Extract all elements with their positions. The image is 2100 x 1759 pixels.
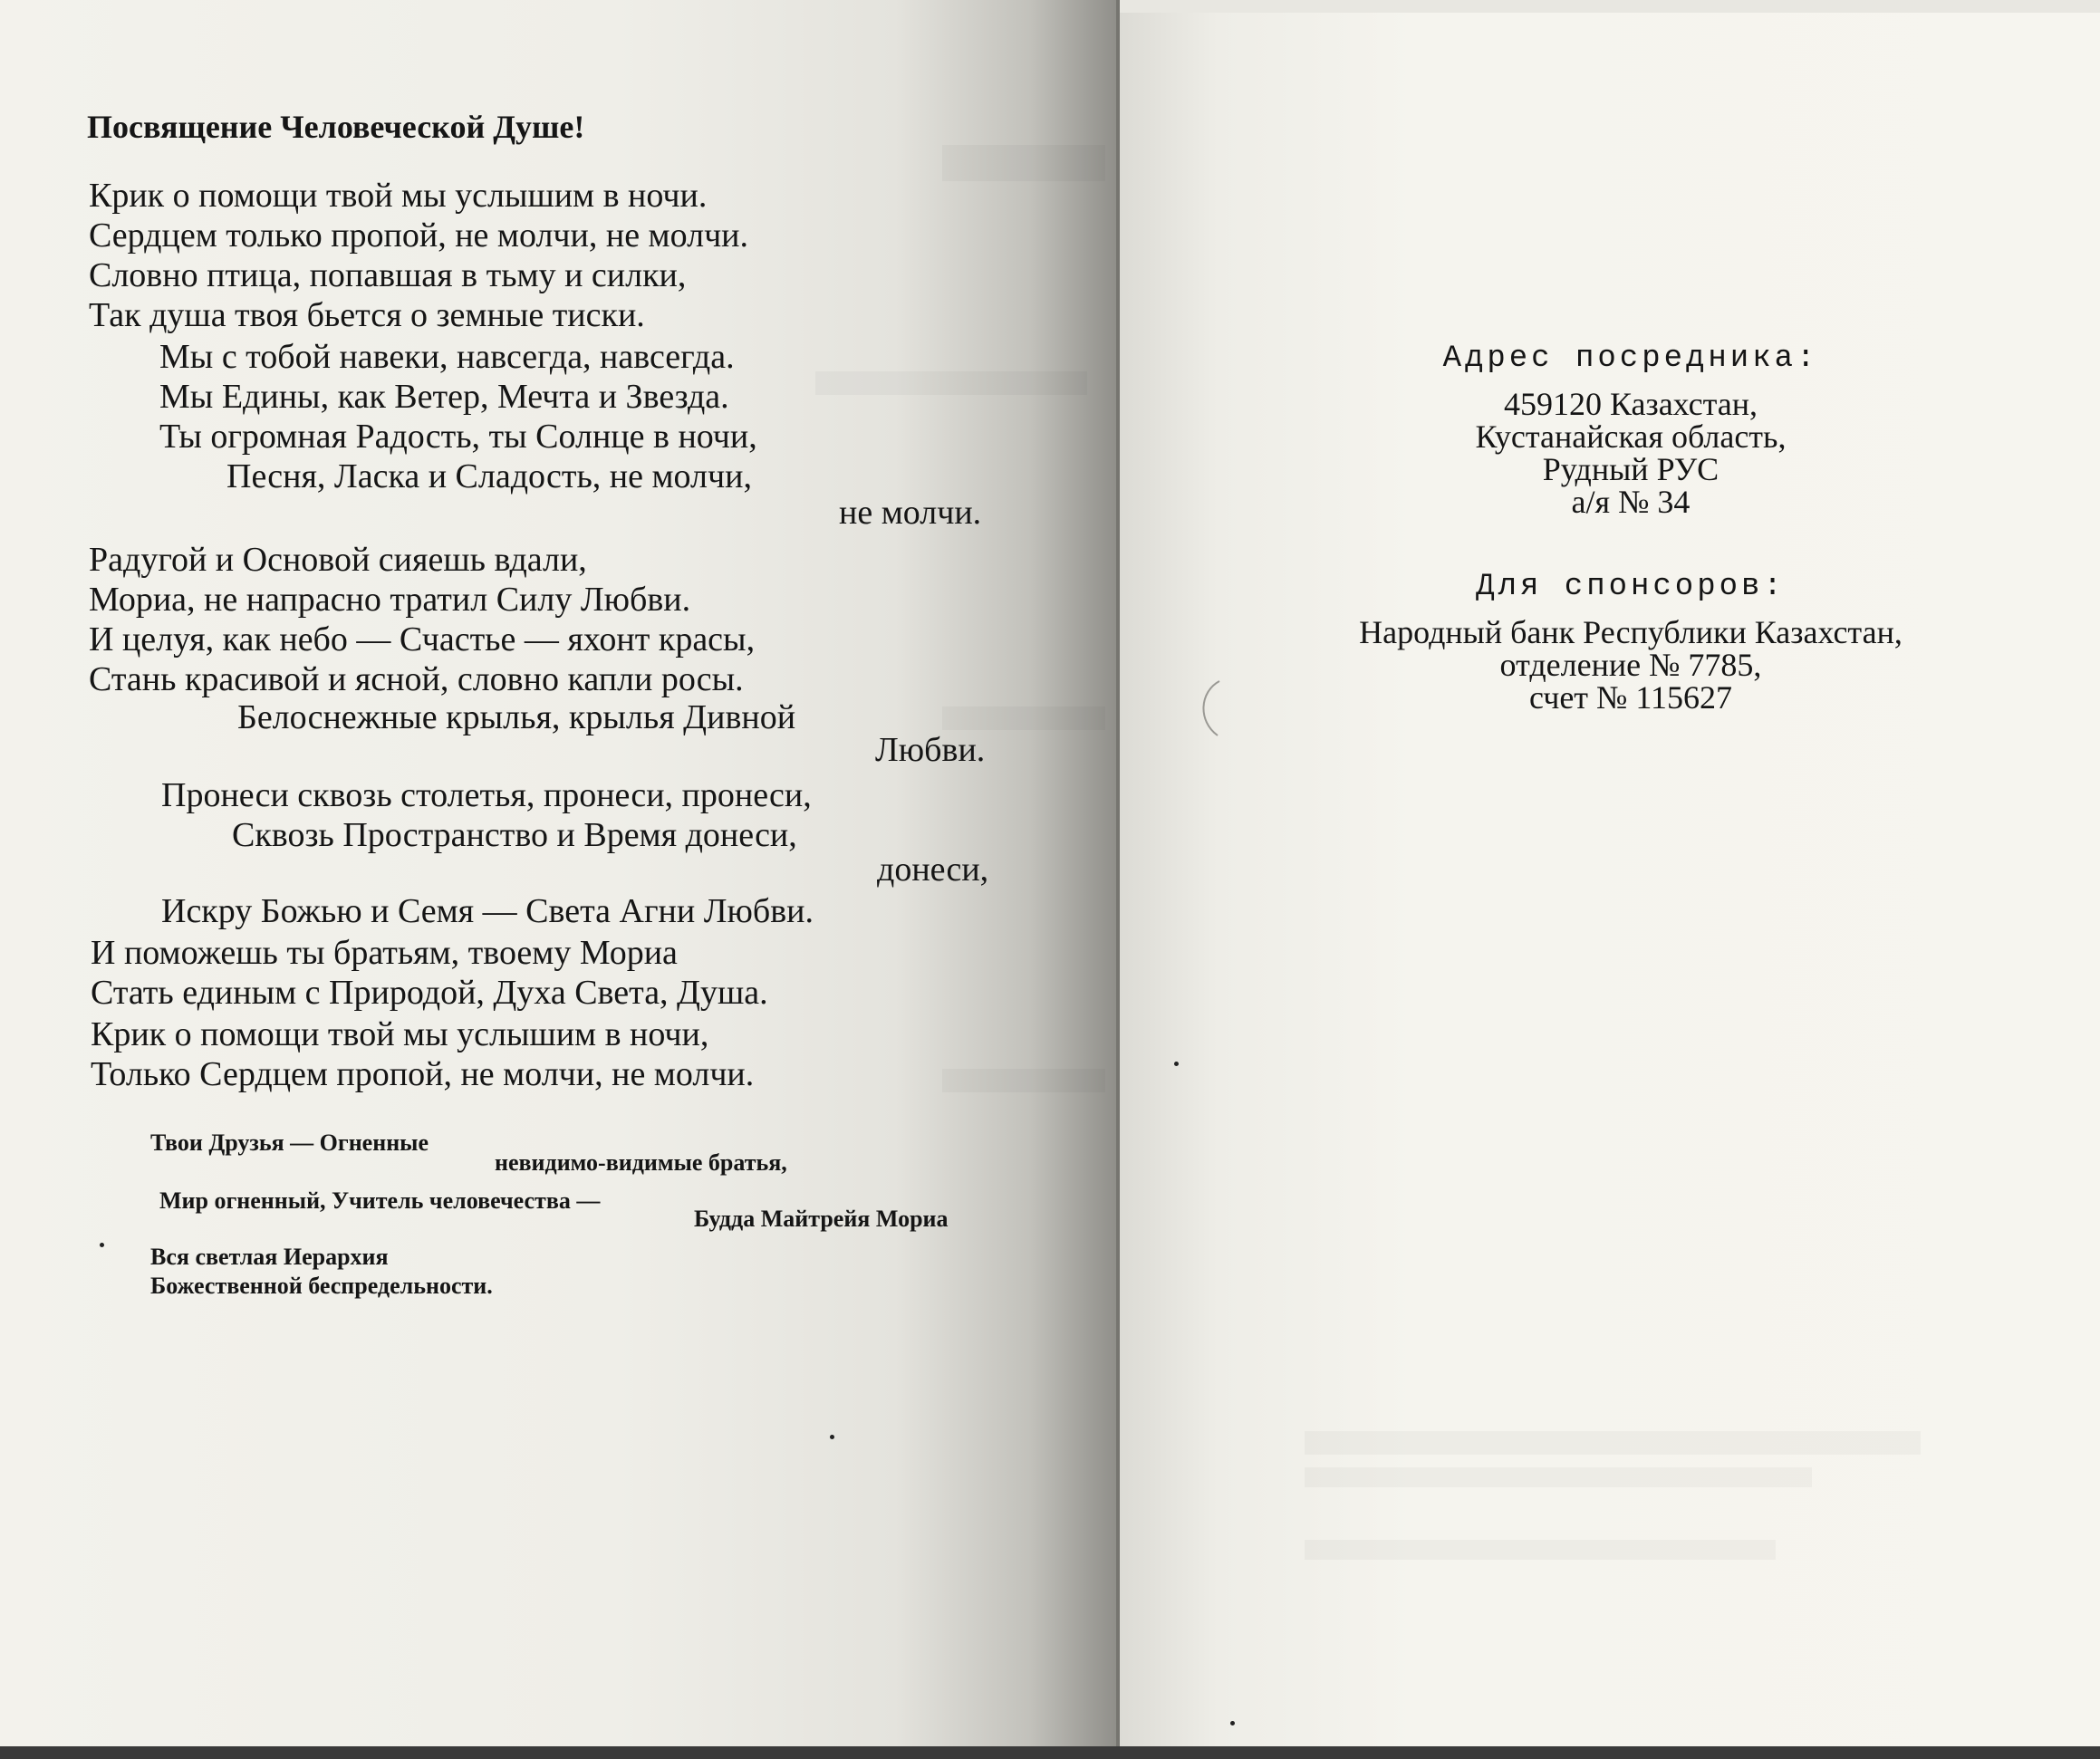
poem-line: И поможешь ты братьям, твоему Мориа	[91, 934, 678, 972]
poem-line: Искру Божью и Семя — Света Агни Любви.	[161, 892, 814, 930]
poem-line-continuation: донеси,	[877, 851, 989, 889]
page-top-edge	[1120, 0, 2100, 13]
signature-line: невидимо-видимые братья,	[495, 1149, 787, 1176]
poem-line: Так душа твоя бьется о земные тиски.	[89, 296, 645, 334]
address-block	[1259, 339, 2002, 518]
address-line: 459120 Казахстан,	[1503, 386, 1758, 422]
sponsors-line: Народный банк Республики Казахстан,	[1359, 614, 1903, 650]
address-line: Рудный РУС	[1542, 451, 1719, 487]
poem-line: Сквозь Пространство и Время донеси,	[232, 816, 797, 854]
poem-line: Крик о помощи твой мы услышим в ночи,	[91, 1015, 709, 1053]
poem-line: И целуя, как небо — Счастье — яхонт красы,	[89, 620, 756, 658]
poem-line: Только Сердцем пропой, не молчи, не молчи.	[91, 1055, 755, 1093]
print-speck	[830, 1435, 834, 1439]
poem-line: Ты огромная Радость, ты Солнце в ночи,	[159, 418, 757, 456]
signature-line: Божественной беспредельности.	[150, 1273, 493, 1299]
poem-line: Стать единым с Природой, Духа Света, Душа.	[91, 974, 768, 1012]
poem-line: Песня, Ласка и Сладость, не молчи,	[226, 457, 752, 495]
poem-line: Радугой и Основой сияешь вдали,	[89, 541, 587, 579]
poem-line: Пронеси сквозь столетья, пронеси, пронеси,	[161, 776, 812, 814]
book-gutter	[1116, 0, 1120, 1759]
poem-line: Словно птица, попавшая в тьму и силки,	[89, 256, 687, 294]
right-page	[1120, 0, 2100, 1759]
poem-line-continuation: Любви.	[875, 731, 986, 769]
sponsors-line: счет № 115627	[1528, 679, 1733, 716]
poem-line: Сердцем только пропой, не молчи, не молчи.	[89, 216, 749, 255]
signature-line: Твои Друзья — Огненные	[150, 1129, 429, 1156]
poem-line: Мы с тобой навеки, навсегда, навсегда.	[159, 338, 735, 376]
signature-line: Будда Майтрейя Мориа	[694, 1206, 949, 1232]
print-speck	[1230, 1721, 1235, 1725]
poem-line-continuation: не молчи.	[839, 494, 982, 532]
sponsors-line: отделение № 7785,	[1499, 647, 1762, 683]
sponsors-title: Для спонсоров:	[1476, 570, 1786, 604]
print-speck	[1174, 1062, 1179, 1066]
print-speck	[100, 1243, 104, 1247]
sponsors-block	[1259, 567, 2002, 714]
poem-line: Мориа, не напрасно тратил Силу Любви.	[89, 581, 691, 619]
poem-line: Крик о помощи твой мы услышим в ночи.	[89, 177, 708, 215]
address-line: а/я № 34	[1571, 484, 1691, 520]
signature-line: Мир огненный, Учитель человечества —	[159, 1187, 601, 1214]
address-title: Адрес посредника:	[1442, 341, 1819, 376]
poem-heading: Посвящение Человеческой Душе!	[87, 109, 585, 145]
page-mark-arc	[1192, 678, 1228, 741]
signature-line: Вся светлая Иерархия	[150, 1244, 389, 1270]
page-bottom-edge	[0, 1746, 2100, 1759]
address-line: Кустанайская область,	[1475, 418, 1787, 455]
poem-line: Белоснежные крылья, крылья Дивной	[237, 698, 796, 736]
poem-line: Мы Едины, как Ветер, Мечта и Звезда.	[159, 378, 729, 416]
poem-line: Стань красивой и ясной, словно капли росы.	[89, 660, 744, 698]
